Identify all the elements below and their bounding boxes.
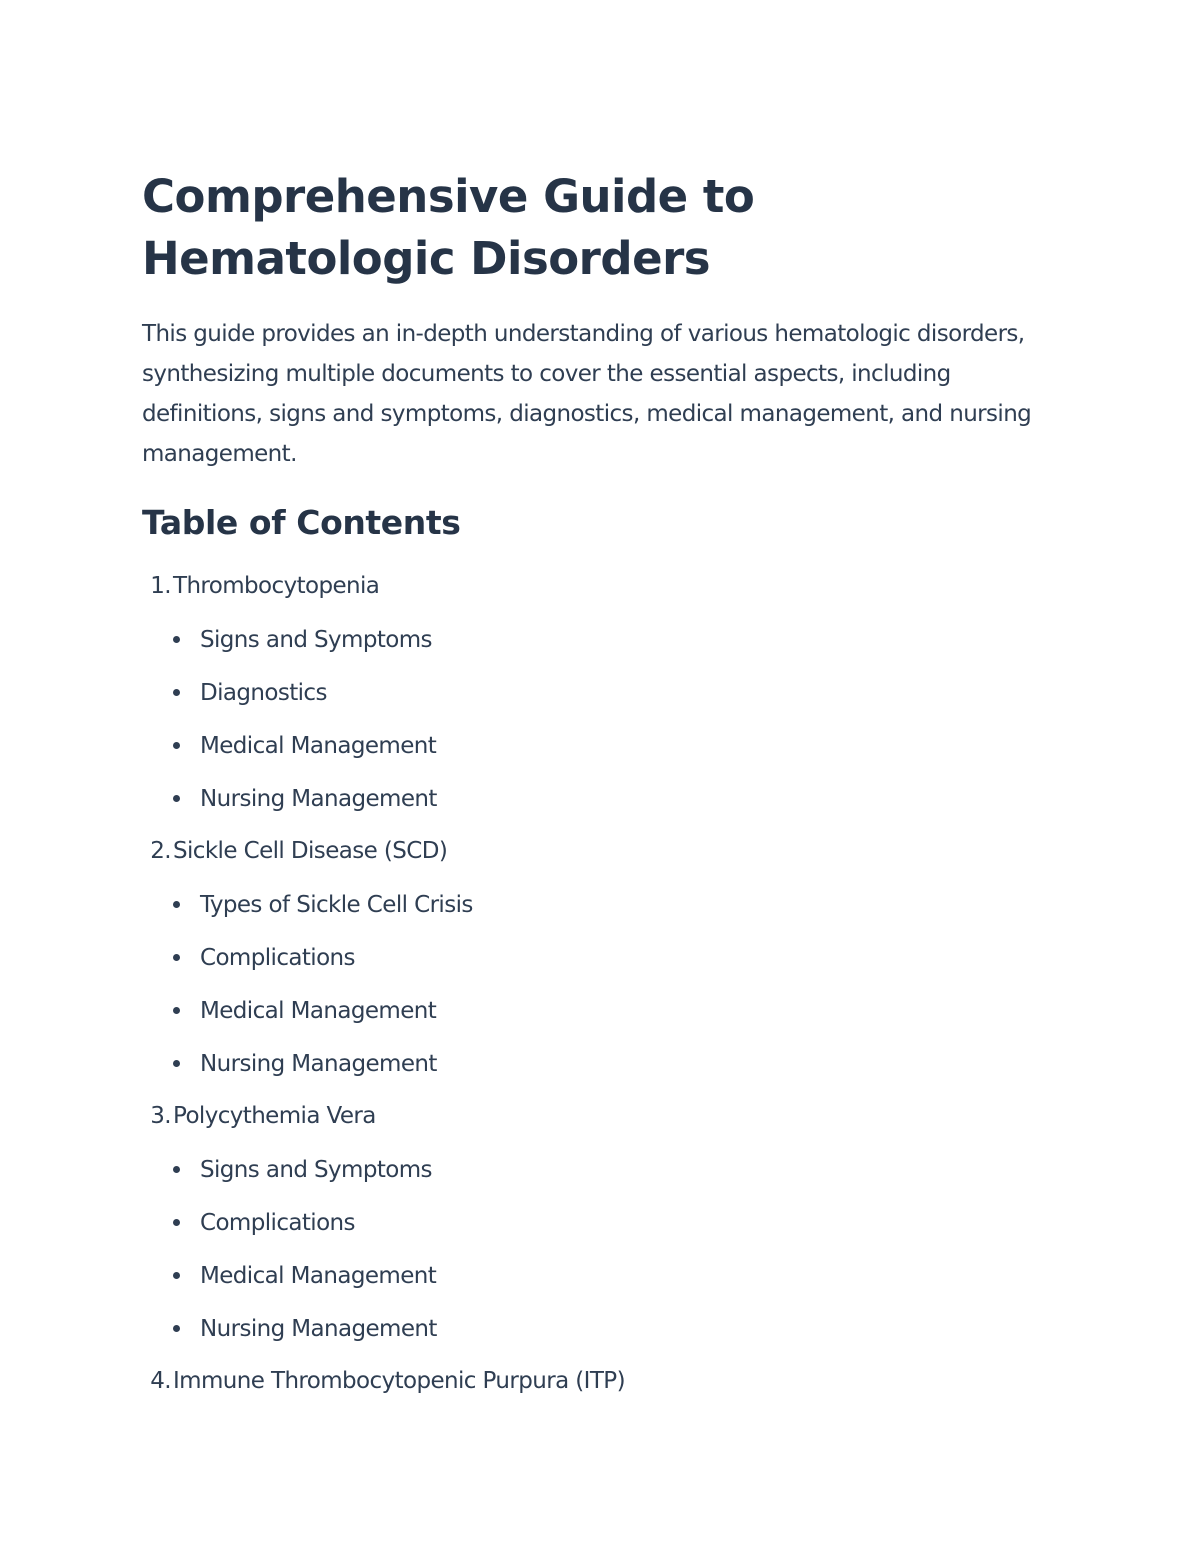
toc-subsection-item: Signs and Symptoms [142,613,1072,666]
bullet-icon [173,689,180,696]
toc-subsection-item: Signs and Symptoms [142,1143,1072,1196]
bullet-icon [173,742,180,749]
bullet-icon [173,1219,180,1226]
bullet-icon [173,795,180,802]
toc-section-number: 2. [150,838,171,864]
toc-subsection-item: Complications [142,1196,1072,1249]
toc-subsection-item: Nursing Management [142,1302,1072,1355]
toc-subsection-item: Types of Sickle Cell Crisis [142,878,1072,931]
toc-section-number: 1. [150,573,171,599]
toc-subsection-item: Medical Management [142,719,1072,772]
toc-subsection-item: Medical Management [142,1249,1072,1302]
toc-subsection-item: Diagnostics [142,666,1072,719]
bullet-icon [173,1272,180,1279]
bullet-icon [173,636,180,643]
document-page [142,166,1072,1408]
toc-section-label: Thrombocytopenia [173,573,380,599]
bullet-icon [173,954,180,961]
bullet-icon [173,1166,180,1173]
toc-heading: Table of Contents [142,503,461,542]
toc-subsection-item: Medical Management [142,984,1072,1037]
toc-section-itp [142,1355,1072,1408]
bullet-icon [173,1325,180,1332]
toc-subsection-list [142,878,1072,1090]
bullet-icon [173,901,180,908]
toc-subsection-item: Complications [142,931,1072,984]
toc-subsection-item: Nursing Management [142,1037,1072,1090]
toc-section-number: 4. [150,1368,171,1394]
intro-paragraph: This guide provides an in-depth understanding of various hematologic disorders, synthesizing multiple documents to cover the essential aspects, including definitions, signs and symptoms, diagnostics, medical management, and nursing management. [142,321,1032,467]
toc-section-label: Sickle Cell Disease (SCD) [173,838,448,864]
toc-section-sickle-cell-disease [142,825,1072,1090]
toc-section-label: Immune Thrombocytopenic Purpura (ITP) [173,1368,625,1394]
toc-section-number: 3. [150,1103,171,1129]
toc-section-label: Polycythemia Vera [173,1103,376,1129]
toc-subsection-item: Nursing Management [142,772,1072,825]
bullet-icon [173,1007,180,1014]
table-of-contents [142,560,1072,1408]
toc-subsection-list [142,1143,1072,1355]
toc-section-thrombocytopenia [142,560,1072,825]
toc-subsection-list [142,613,1072,825]
toc-section-polycythemia-vera [142,1090,1072,1355]
bullet-icon [173,1060,180,1067]
document-title: Comprehensive Guide to Hematologic Disorders [142,170,755,285]
